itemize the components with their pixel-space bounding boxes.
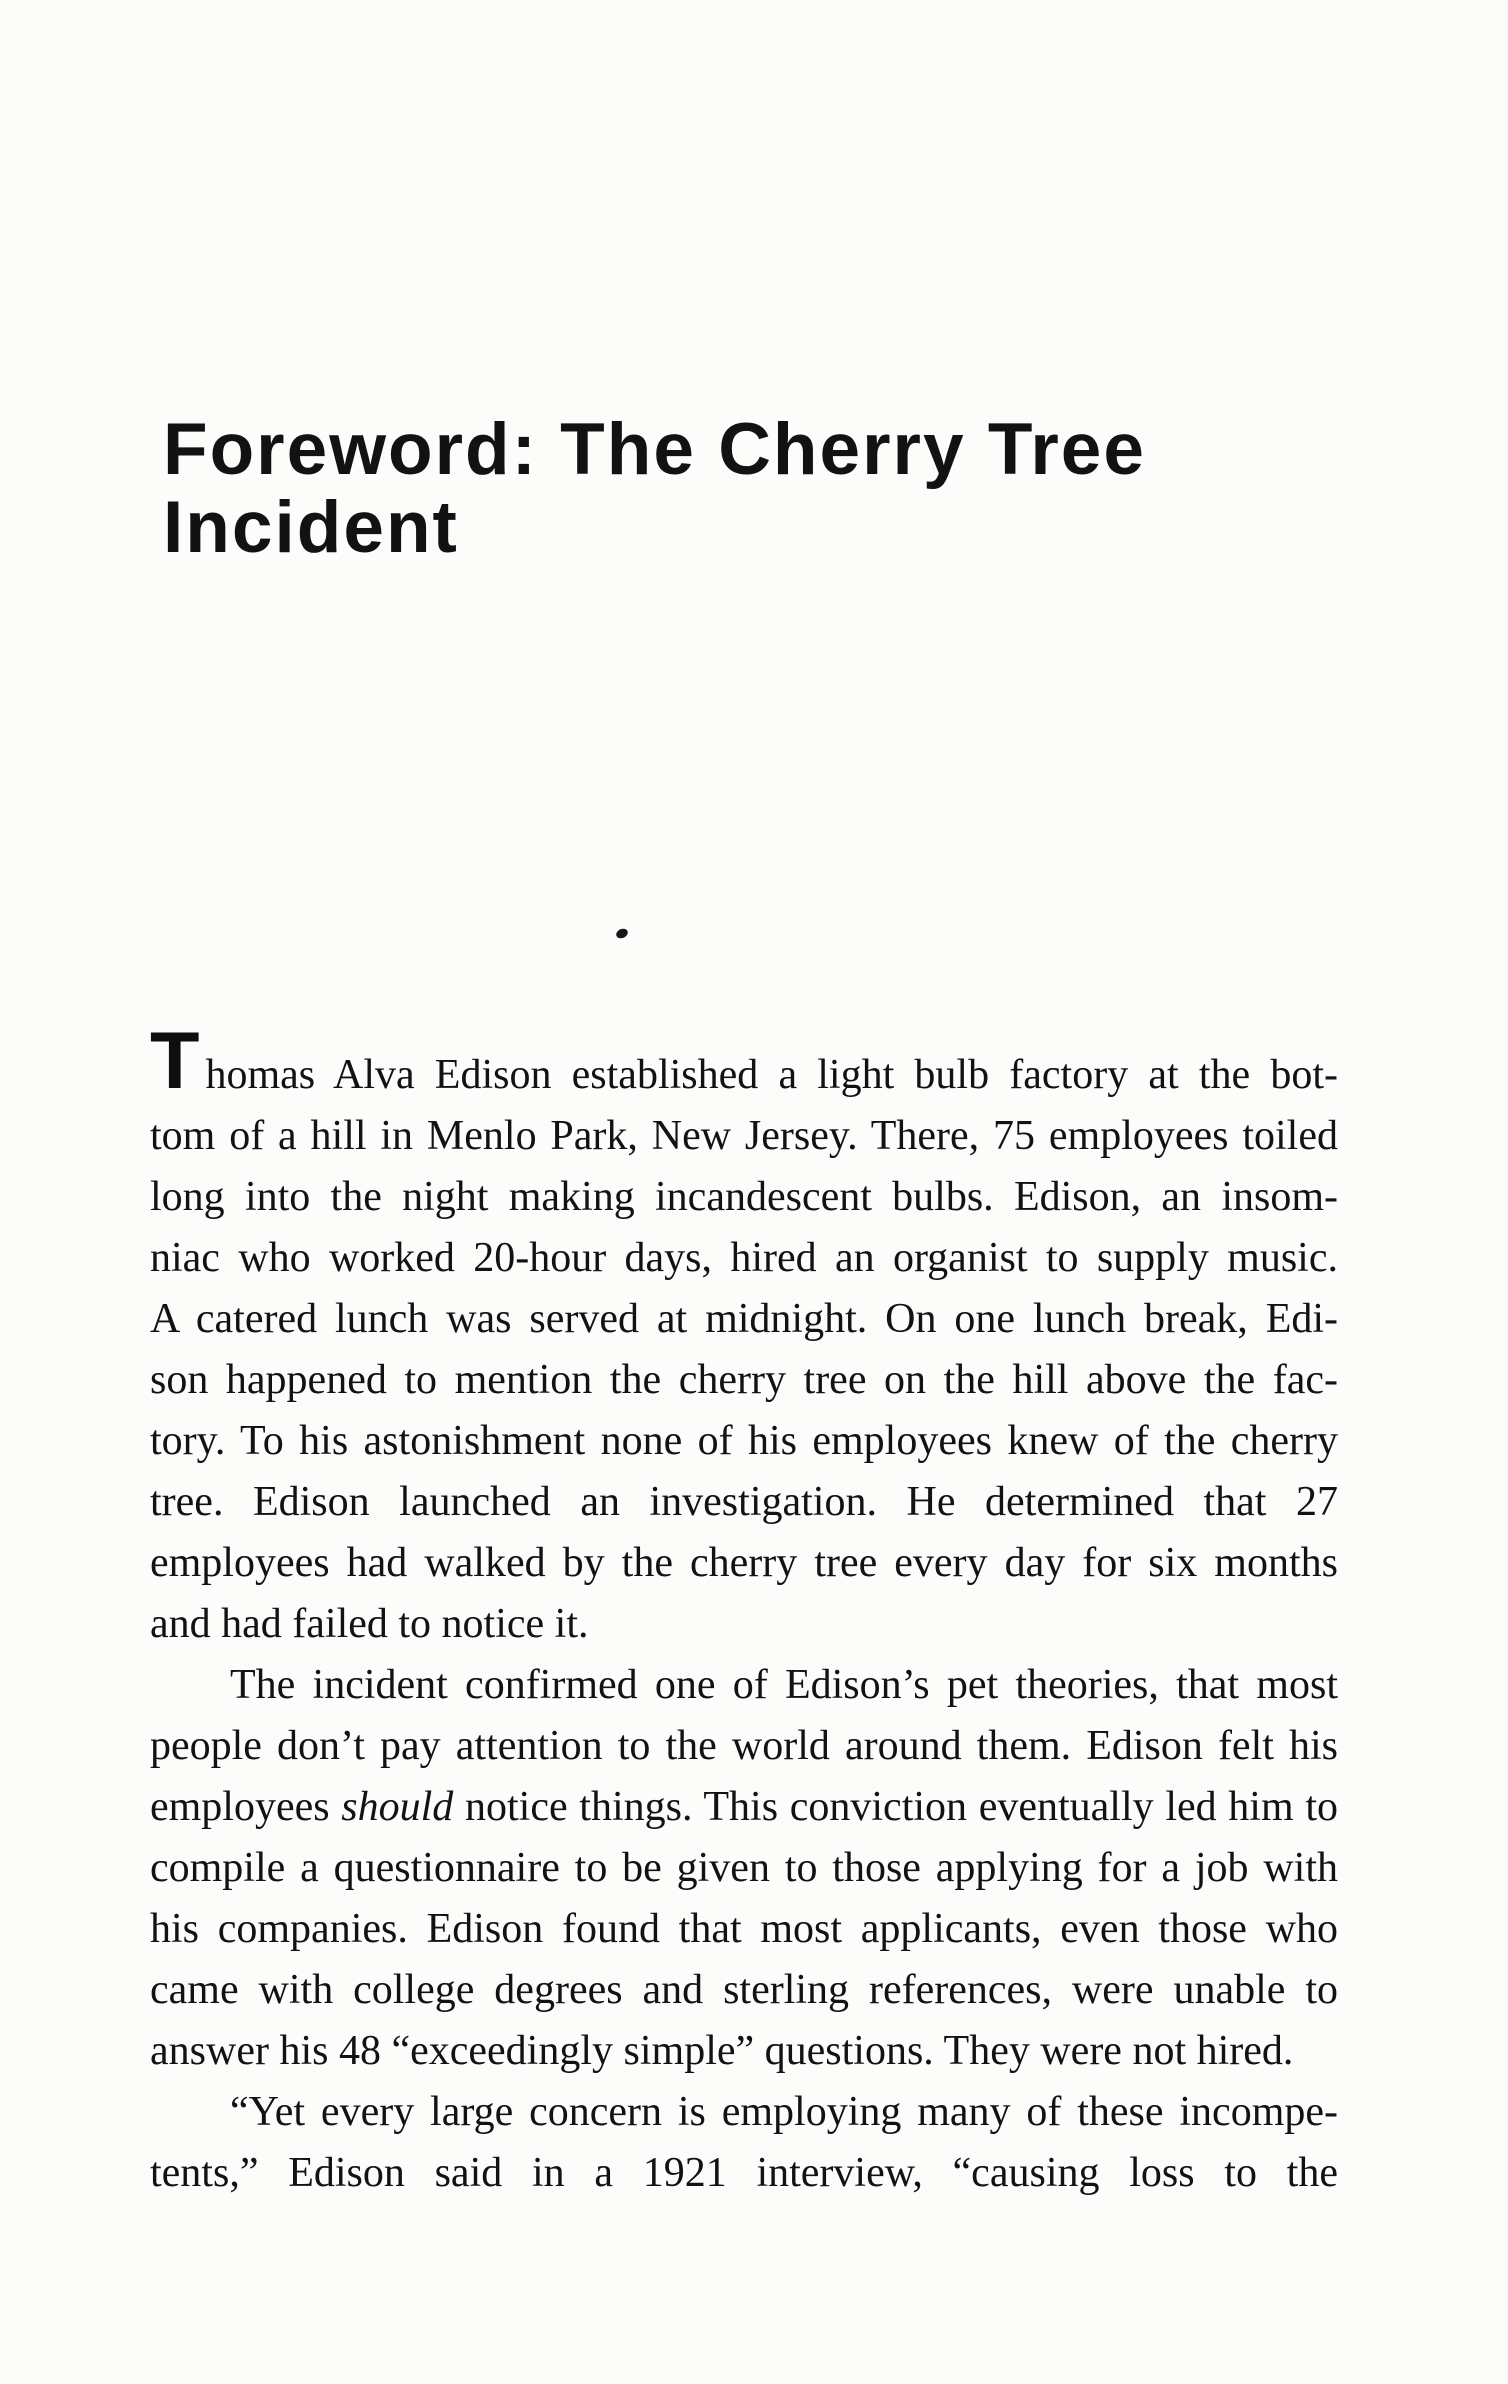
- body-text-segment: compile a questionnaire to be given to those applying for a job with: [150, 1845, 1338, 1891]
- drop-cap: T: [150, 1016, 200, 1106]
- body-text-line: [150, 1016, 1338, 1106]
- body-text-segment: tom of a hill in Menlo Park, New Jersey. There, 75 employees toiled: [150, 1113, 1338, 1159]
- body-text-line: [150, 1716, 1338, 1777]
- body-text-line: [150, 1899, 1338, 1960]
- body-text-segment: homas Alva Edison established a light bulb factory at the bot-: [205, 1052, 1338, 1098]
- body-text-line: [150, 1350, 1338, 1411]
- chapter-title-line-1: Foreword: The Cherry Tree: [163, 409, 1146, 490]
- body-text-segment: tents,” Edison said in a 1921 interview, “causing loss to the: [150, 2150, 1338, 2196]
- body-text-segment: people don’t pay attention to the world around them. Edison felt his: [150, 1723, 1338, 1769]
- body-text-segment: A catered lunch was served at midnight. On one lunch break, Edi-: [150, 1296, 1338, 1342]
- body-text-line: [150, 1960, 1338, 2021]
- body-text-segment: employees had walked by the cherry tree every day for six months: [150, 1540, 1338, 1586]
- body-text-line: [150, 1472, 1338, 1533]
- body-text: [150, 1016, 1338, 2204]
- body-text-line: [150, 1594, 1338, 1655]
- body-text-segment: tree. Edison launched an investigation. He determined that 27: [150, 1479, 1338, 1525]
- body-text-segment: answer his 48 “exceedingly simple” questions. They were not hired.: [150, 2028, 1294, 2074]
- chapter-title-line-2: Incident: [163, 487, 459, 568]
- body-text-line: [150, 1777, 1338, 1838]
- emphasized-word: should: [341, 1784, 454, 1830]
- body-text-line: [150, 2082, 1338, 2143]
- body-text-line: [150, 1228, 1338, 1289]
- ink-speck-mark: [615, 927, 630, 940]
- body-text-line: [150, 1411, 1338, 1472]
- body-text-line: [150, 1655, 1338, 1716]
- body-text-segment: tory. To his astonishment none of his employees knew of the cherry: [150, 1418, 1338, 1464]
- body-text-segment: long into the night making incandescent bulbs. Edison, an insom-: [150, 1174, 1338, 1220]
- body-text-line: [150, 2143, 1338, 2204]
- body-text-line: [150, 1106, 1338, 1167]
- body-text-segment: came with college degrees and sterling references, were unable to: [150, 1967, 1338, 2013]
- body-text-line: [150, 1838, 1338, 1899]
- body-text-segment: “Yet every large concern is employing many of these incompe-: [230, 2089, 1338, 2135]
- body-text-segment: and had failed to notice it.: [150, 1601, 589, 1647]
- body-text-segment: niac who worked 20-hour days, hired an organist to supply music.: [150, 1235, 1338, 1281]
- body-text-line: [150, 1289, 1338, 1350]
- body-text-segment: his companies. Edison found that most applicants, even those who: [150, 1906, 1338, 1952]
- body-text-line: [150, 1533, 1338, 1594]
- body-text-segment: son happened to mention the cherry tree on the hill above the fac-: [150, 1357, 1338, 1403]
- body-text-segment: notice things. This conviction eventually led him to: [453, 1784, 1338, 1830]
- body-text-segment: employees: [150, 1784, 342, 1830]
- chapter-title: [163, 411, 1146, 567]
- body-text-segment: The incident confirmed one of Edison’s pet theories, that most: [230, 1662, 1338, 1708]
- body-text-line: [150, 1167, 1338, 1228]
- body-text-line: [150, 2021, 1338, 2082]
